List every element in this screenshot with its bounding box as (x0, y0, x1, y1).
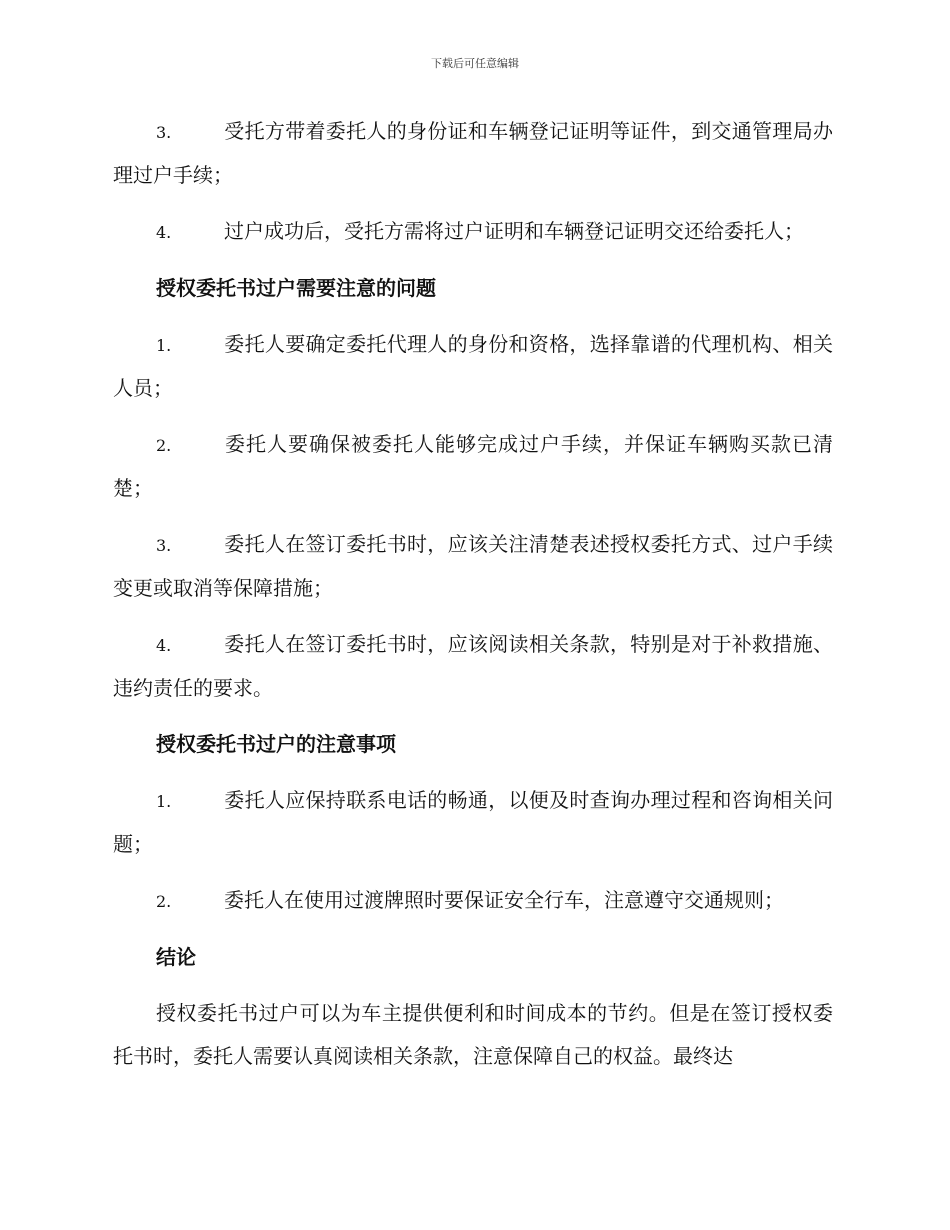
list-item (113, 623, 833, 710)
list-item-text: 委托人在签订委托书时，应该阅读相关条款，特别是对于补救措施、违约责任的要求。 (113, 632, 833, 700)
list-item-text: 委托人应保持联系电话的畅通，以便及时查询办理过程和咨询相关问题； (113, 788, 833, 856)
list-item-number: 4. (156, 223, 172, 242)
list-item (113, 779, 833, 866)
header-note: 下载后可任意编辑 (431, 57, 519, 70)
paragraph: 授权委托书过户可以为车主提供便利和时间成本的节约。但是在签订授权委托书时，委托人需要认真阅读相关条款，注意保障自己的权益。最终达 (113, 1001, 833, 1068)
list-item-number: 3. (156, 536, 172, 555)
list-item (113, 323, 833, 410)
list-item-number: 3. (156, 123, 172, 142)
list-item-text: 过户成功后，受托方需将过户证明和车辆登记证明交还给委托人； (224, 219, 804, 243)
list-item (113, 210, 833, 254)
list-item (113, 110, 833, 197)
section-heading: 授权委托书过户需要注意的问题 (156, 276, 436, 300)
list-item-number: 2. (156, 892, 172, 911)
list-item-text: 受托方带着委托人的身份证和车辆登记证明等证件，到交通管理局办理过户手续； (113, 119, 833, 187)
list-item-text: 委托人在使用过渡牌照时要保证安全行车，注意遵守交通规则； (224, 888, 784, 912)
section-heading: 授权委托书过户的注意事项 (156, 732, 396, 756)
section-heading: 结论 (156, 945, 196, 969)
list-item-number: 4. (156, 636, 172, 655)
list-item (113, 523, 833, 610)
list-item-text: 委托人要确保被委托人能够完成过户手续，并保证车辆购买款已清楚； (113, 432, 833, 500)
list-item (113, 423, 833, 510)
document-body (113, 110, 833, 1078)
list-item-text: 委托人在签订委托书时，应该关注清楚表述授权委托方式、过户手续变更或取消等保障措施； (113, 532, 833, 600)
list-item (113, 879, 833, 923)
list-item-number: 2. (156, 436, 172, 455)
list-item-text: 委托人要确定委托代理人的身份和资格，选择靠谱的代理机构、相关人员； (113, 332, 833, 400)
list-item-number: 1. (156, 336, 172, 355)
list-item-number: 1. (156, 792, 172, 811)
